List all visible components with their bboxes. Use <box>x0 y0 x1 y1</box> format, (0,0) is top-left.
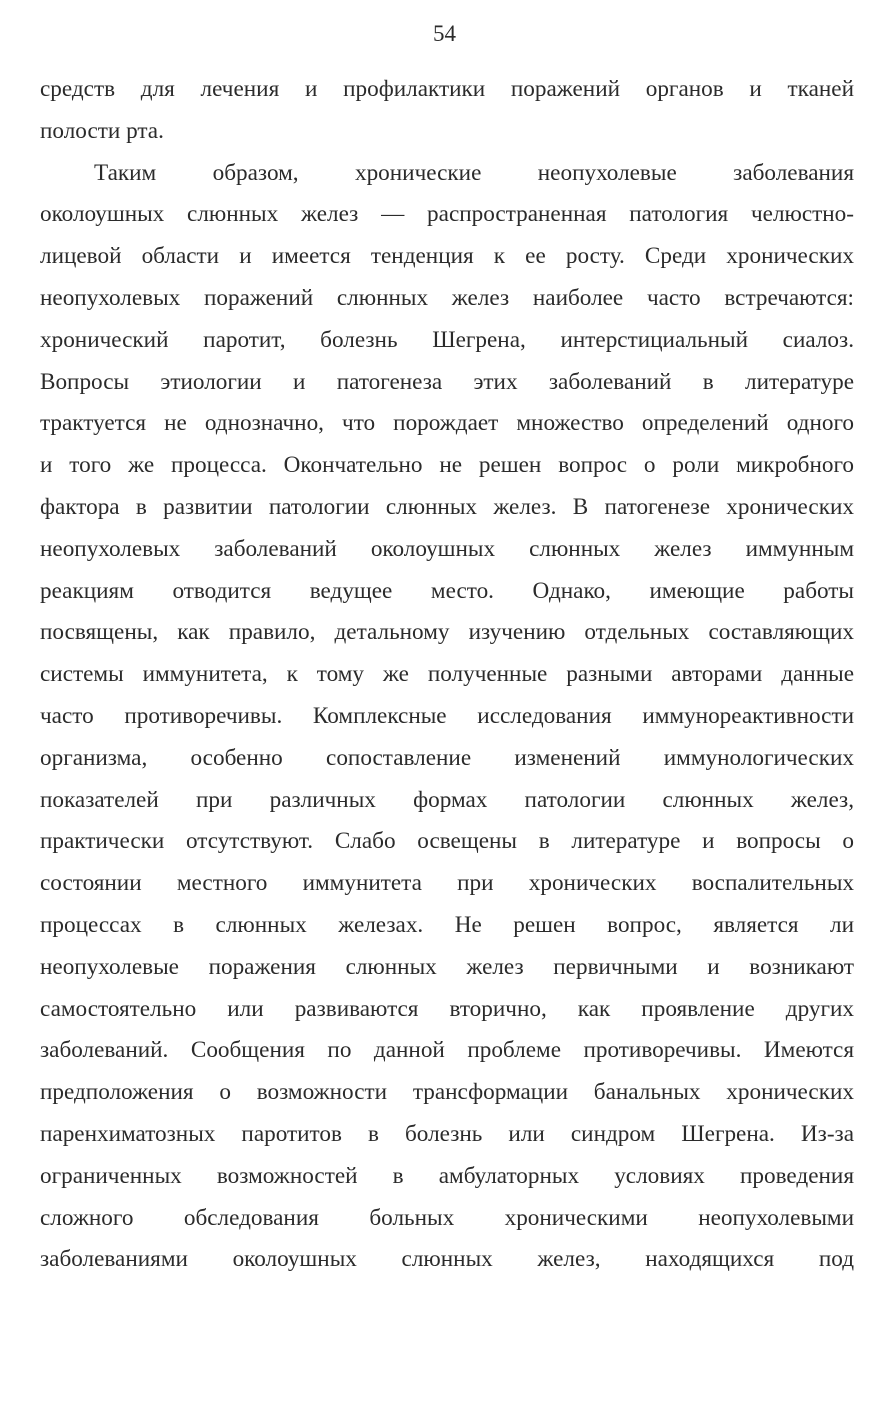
text-line: лицевой области и имеется тенденция к ее росту. Среди хронических <box>40 243 854 270</box>
text-line: часто противоречивы. Комплексные исследования иммунореактивности <box>40 702 854 729</box>
text-line: состоянии местного иммунитета при хронических воспалительных <box>40 870 854 897</box>
text-line: предположения о возможности трансформации банальных хронических <box>40 1079 854 1106</box>
text-line: ограниченных возможностей в амбулаторных условиях проведения <box>40 1162 854 1189</box>
text-line: хронический паротит, болезнь Шегрена, интерстициальный сиалоз. <box>40 326 854 353</box>
text-line: организма, особенно сопоставление изменений иммунологических <box>40 744 854 771</box>
page-number: 54 <box>433 21 456 46</box>
text-line: полости рта. <box>40 117 164 144</box>
text-line: фактора в развитии патологии слюнных желез. В патогенезе хронических <box>40 493 854 520</box>
text-line: показателей при различных формах патологии слюнных желез, <box>40 786 854 813</box>
text-line: процессах в слюнных железах. Не решен вопрос, является ли <box>40 911 854 938</box>
text-line: паренхиматозных паротитов в болезнь или синдром Шегрена. Из-за <box>40 1120 854 1147</box>
text-line: трактуется не однозначно, что порождает множество определений одного <box>40 410 854 437</box>
text-line: реакциям отводится ведущее место. Однако, имеющие работы <box>40 577 854 604</box>
text-line: околоушных слюнных желез — распространенная патология челюстно- <box>40 201 854 228</box>
text-line: неопухолевые поражения слюнных желез первичными и возникают <box>40 953 854 980</box>
text-line: самостоятельно или развиваются вторично, как проявление других <box>40 995 854 1022</box>
text-line: заболеваниями околоушных слюнных желез, находящихся под <box>40 1246 854 1273</box>
text-line: неопухолевых поражений слюнных желез наиболее часто встречаются: <box>40 284 854 311</box>
paragraph-first-line: Таким образом, хронические неопухолевые заболевания <box>94 159 854 186</box>
text-line: и того же процесса. Окончательно не решен вопрос о роли микробного <box>40 452 854 479</box>
text-line: неопухолевых заболеваний околоушных слюнных желез иммунным <box>40 535 854 562</box>
text-line: посвящены, как правило, детальному изучению отдельных составляющих <box>40 619 854 646</box>
text-line: сложного обследования больных хроническими неопухолевыми <box>40 1204 854 1231</box>
text-line: системы иммунитета, к тому же полученные разными авторами данные <box>40 661 854 688</box>
body-text <box>40 69 854 1281</box>
text-line: Вопросы этиологии и патогенеза этих заболеваний в литературе <box>40 368 854 395</box>
text-line: практически отсутствуют. Слабо освещены в литературе и вопросы о <box>40 828 854 855</box>
text-line: заболеваний. Сообщения по данной проблеме противоречивы. Имеются <box>40 1037 854 1064</box>
text-line: средств для лечения и профилактики поражений органов и тканей <box>40 76 854 102</box>
